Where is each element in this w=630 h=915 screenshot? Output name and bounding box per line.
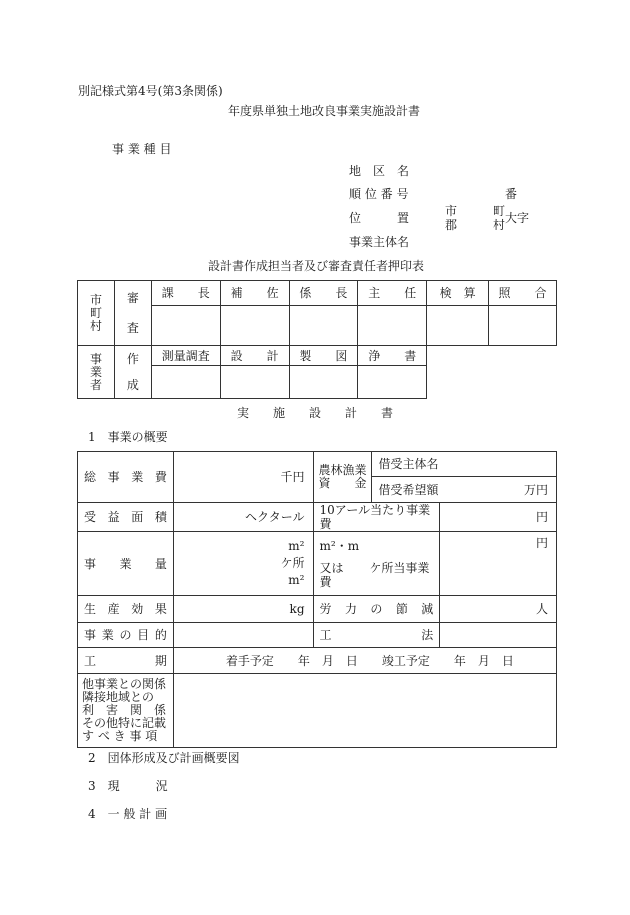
stamp-box [151, 306, 220, 346]
volume-label: 事 業 量 [78, 532, 174, 596]
desired-amount-label: 借受希望額 [378, 482, 439, 497]
stamp-box [358, 366, 427, 399]
per-10a-unit: 円 [440, 503, 557, 532]
benefit-area-label: 受 益 面 積 [78, 503, 174, 532]
location-village: 村 [493, 218, 506, 232]
or-label: 又は [319, 560, 344, 575]
header-drafting: 製 図 [289, 346, 358, 366]
document-title: 年度県単独土地改良事業実施設計書 [228, 104, 421, 118]
benefit-area-unit: ヘクタール [173, 503, 313, 532]
stamp-box [289, 366, 358, 399]
per-place-unit: 円 [440, 532, 557, 596]
header-design: 設 計 [220, 346, 289, 366]
period-schedule: 着手予定 年 月 日 竣工予定 年 月 日 [173, 648, 556, 674]
section-3-heading: 3 現 況 [88, 779, 168, 793]
location-town: 町 [493, 204, 506, 218]
sign-table [77, 280, 557, 399]
header-fair-copy: 浄 書 [358, 346, 427, 366]
other-value [173, 674, 556, 748]
stamp-box [358, 306, 427, 346]
form-number: 別記様式第4号(第3条関係) [78, 84, 223, 98]
per-place-cell [313, 532, 440, 596]
section-2-heading: 2 団体形成及び計画概要図 [88, 751, 240, 765]
section-4-heading: 4 一 般 計 画 [88, 807, 168, 821]
review-char: 審 [126, 291, 139, 305]
stamp-box [427, 306, 489, 346]
fund-line-2: 資 金 [318, 476, 367, 490]
operator-char: 事 [89, 351, 102, 366]
production-unit: kg [173, 596, 313, 623]
fund-cell [313, 452, 372, 503]
stamp-box [289, 306, 358, 346]
location-aza: 大字 [505, 211, 530, 225]
total-cost-label: 総 事 業 費 [78, 452, 174, 503]
location-city: 市 [445, 204, 458, 218]
fund-line-1: 農林漁業 [318, 463, 367, 477]
production-label: 生 産 効 果 [78, 596, 174, 623]
volume-unit-place: ケ所 [280, 556, 305, 570]
desired-amount-unit: 万円 [523, 482, 548, 497]
other-line-4: その他特に記載 [82, 716, 167, 730]
empty-area [427, 346, 557, 399]
purpose-value [173, 623, 313, 648]
labor-saving-unit: 人 [440, 596, 557, 623]
volume-units [173, 532, 313, 596]
district-label: 地 区 名 [349, 164, 410, 178]
per-place-m2m: m²・m [319, 538, 360, 553]
review-cell [114, 281, 151, 346]
other-line-3: 利 害 関 係 [82, 703, 167, 717]
section-1-heading: 1 事業の概要 [88, 430, 168, 444]
header-subsection-chief: 係 長 [289, 281, 358, 306]
header-officer: 主 任 [358, 281, 427, 306]
sign-table-title: 設計書作成担当者及び審査責任者押印表 [208, 259, 425, 273]
method-label: 工 法 [313, 623, 440, 648]
project-type-label: 事 業 種 目 [112, 142, 172, 156]
volume-unit-m2: m² [288, 539, 305, 553]
municipality-char: 市 [89, 292, 102, 307]
stamp-box [151, 366, 220, 399]
header-verify: 検 算 [427, 281, 489, 306]
period-label: 工 期 [78, 648, 174, 674]
purpose-label: 事 業 の 目 的 [78, 623, 174, 648]
borrower-label: 借受主体名 [372, 452, 557, 477]
municipality-char: 町 [89, 305, 102, 320]
rank-label: 順 位 番 号 [349, 187, 409, 201]
review-char: 査 [126, 321, 139, 335]
stamp-box [220, 306, 289, 346]
other-line-2: 隣接地域との [82, 690, 155, 704]
volume-unit-m2-b: m² [288, 573, 305, 587]
operator-cell [78, 346, 115, 399]
method-value [440, 623, 557, 648]
labor-saving-label: 労 力 の 節 減 [313, 596, 440, 623]
operator-char: 者 [89, 377, 102, 392]
create-cell [114, 346, 151, 399]
desired-amount-row [372, 477, 557, 503]
location-label: 位 置 [349, 211, 410, 225]
stamp-box [489, 306, 557, 346]
impl-title: 実 施 設 計 書 [237, 406, 394, 420]
other-label [78, 674, 174, 748]
operator-char: 業 [89, 364, 102, 379]
header-survey: 測量調査 [151, 346, 220, 366]
create-char: 作 [126, 352, 139, 366]
operator-label: 事業主体名 [349, 235, 410, 249]
municipality-cell [78, 281, 115, 346]
per-place-label: ケ所当事業費 [319, 560, 430, 589]
overview-table [77, 451, 557, 748]
other-line-1: 他事業との関係 [82, 677, 167, 691]
rank-suffix: 番 [505, 187, 518, 201]
location-county: 郡 [445, 218, 458, 232]
per-10a-label: 10アール当たり事業費 [313, 503, 440, 532]
header-section-chief: 課 長 [151, 281, 220, 306]
total-cost-unit: 千円 [173, 452, 313, 503]
other-line-5: す べ き 事 項 [82, 729, 158, 743]
header-assistant: 補 佐 [220, 281, 289, 306]
municipality-char: 村 [89, 318, 102, 333]
header-collate: 照 合 [489, 281, 557, 306]
create-char: 成 [126, 378, 139, 392]
stamp-box [220, 366, 289, 399]
